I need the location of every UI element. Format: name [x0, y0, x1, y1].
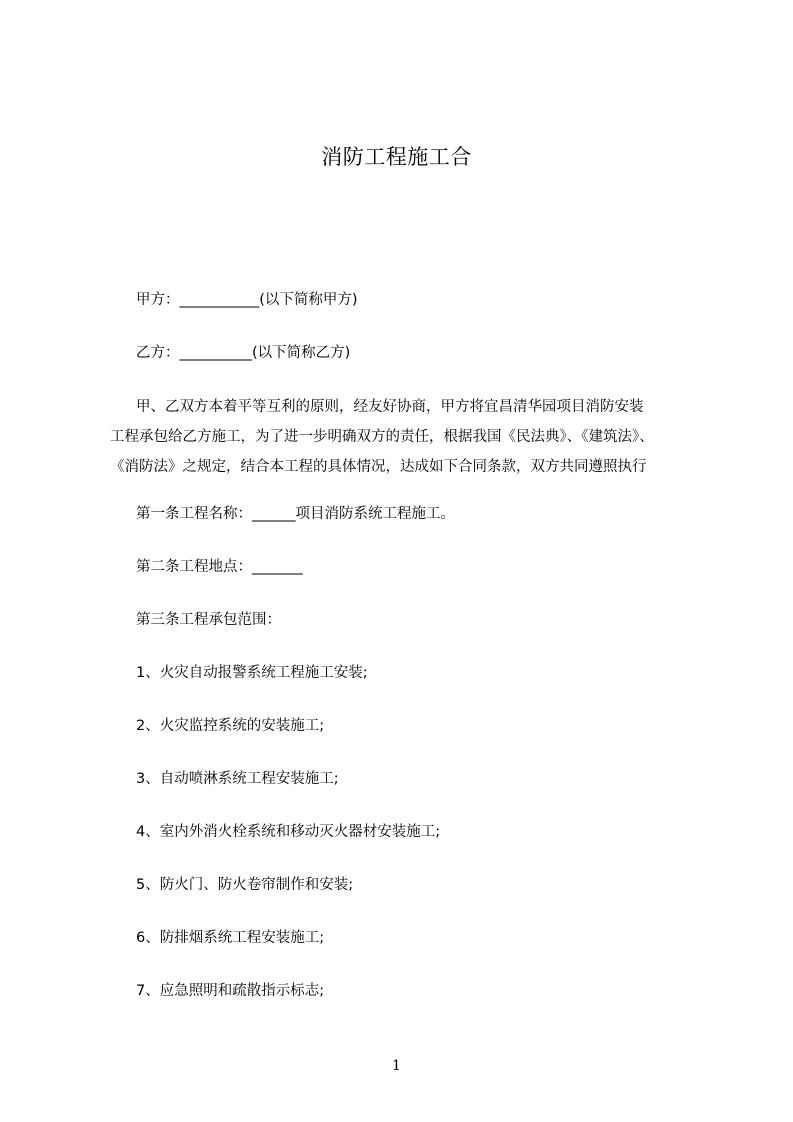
- page-number: 1: [392, 1058, 401, 1074]
- scope-item-7: 7、应急照明和疏散指示标志;: [136, 983, 325, 999]
- preamble-line-3: 《消防法》之规定，结合本工程的具体情况，达成如下合同条款，双方共同遵照执行: [110, 459, 647, 475]
- preamble-line-2: 工程承包给乙方施工，为了进一步明确双方的责任，根据我国《民法典》、《建筑法》、: [110, 429, 654, 445]
- party-a-line: 甲方：___________(以下简称甲方): [136, 292, 358, 308]
- scope-item-2: 2、火灾监控系统的安装施工;: [136, 718, 325, 734]
- article-2-project-location: 第二条工程地点：_______: [136, 559, 303, 575]
- scope-item-3: 3、自动喷淋系统工程安装施工;: [136, 771, 339, 787]
- document-title: 消防工程施工合: [321, 145, 472, 169]
- article-1-project-name: 第一条工程名称：______项目消防系统工程施工。: [136, 506, 455, 522]
- party-b-line: 乙方：__________(以下简称乙方): [136, 345, 351, 361]
- scope-item-6: 6、防排烟系统工程安装施工;: [136, 930, 325, 946]
- preamble-paragraph: [110, 392, 700, 482]
- scope-item-4: 4、室内外消火栓系统和移动灭火器材安装施工;: [136, 824, 441, 840]
- article-3-scope-heading: 第三条工程承包范围：: [136, 612, 281, 628]
- preamble-line-1: 甲、乙双方本着平等互利的原则，经友好协商，甲方将宜昌清华园项目消防安装: [136, 399, 644, 415]
- scope-item-1: 1、火灾自动报警系统工程施工安装;: [136, 665, 368, 681]
- scope-item-5: 5、防火门、防火卷帘制作和安装;: [136, 877, 354, 893]
